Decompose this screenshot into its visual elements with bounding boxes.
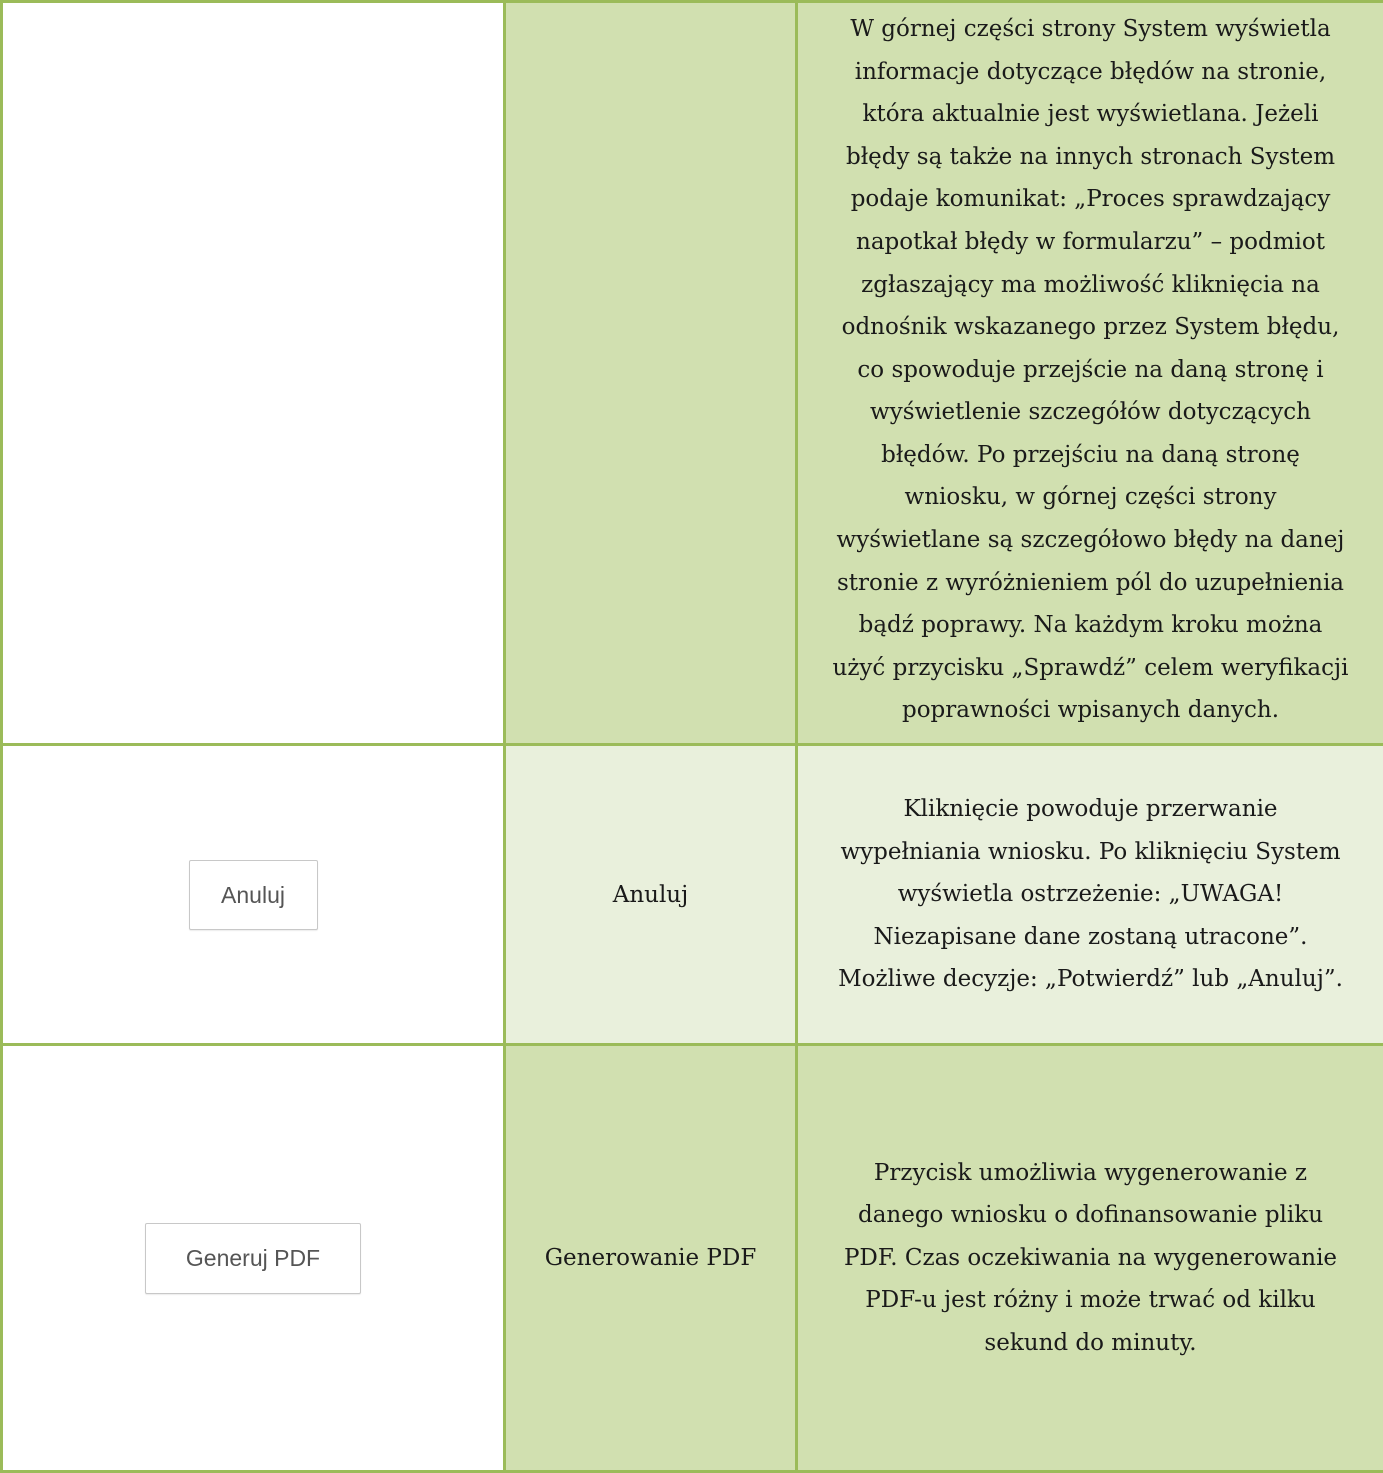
button-cell <box>2 2 505 745</box>
button-cell <box>2 745 505 1045</box>
description-text: W górnej części strony System wyświetla informacje dotyczące błędów na stronie, która aktualnie jest wyświetlana. Jeżeli błędy są także na innych stronach System podaje komunikat: „Proces sprawdzający napotkał błędy w formularzu” – podmiot zgłaszający ma możliwość kliknięcia na odnośnik wskazanego przez System błędu, co spowoduje przejście na daną stronę i wyświetlenie szczegółów dotyczących błędów. Po przejściu na daną stronę wniosku, w górnej części strony wyświetlane są szczegółowo błędy na danej stronie z wyróżnieniem pól do uzupełnienia bądź poprawy. Na każdym kroku można użyć przycisku „Sprawdź” celem weryfikacji poprawności wpisanych danych. <box>798 8 1383 732</box>
function-label: Anuluj <box>613 882 689 908</box>
table-row <box>2 745 1383 1045</box>
generate-pdf-button[interactable]: Generuj PDF <box>145 1223 361 1294</box>
description-cell <box>797 745 1383 1045</box>
description-cell <box>797 2 1383 745</box>
description-cell <box>797 1045 1383 1472</box>
description-text: Przycisk umożliwia wygenerowanie z danego wniosku o dofinansowanie pliku PDF. Czas oczekiwania na wygenerowanie PDF-u jest różny i może trwać od kilku sekund do minuty. <box>798 1152 1383 1365</box>
function-cell <box>505 2 797 745</box>
table-row <box>2 1045 1383 1472</box>
description-text: Kliknięcie powoduje przerwanie wypełniania wniosku. Po kliknięciu System wyświetla ostrzeżenie: „UWAGA! Niezapisane dane zostaną utracone”. Możliwe decyzje: „Potwierdź” lub „Anuluj”. <box>798 788 1383 1001</box>
function-cell <box>505 745 797 1045</box>
function-label: Generowanie PDF <box>545 1245 757 1271</box>
table-row <box>2 2 1383 745</box>
cancel-button[interactable]: Anuluj <box>189 860 318 930</box>
function-cell <box>505 1045 797 1472</box>
button-cell <box>2 1045 505 1472</box>
